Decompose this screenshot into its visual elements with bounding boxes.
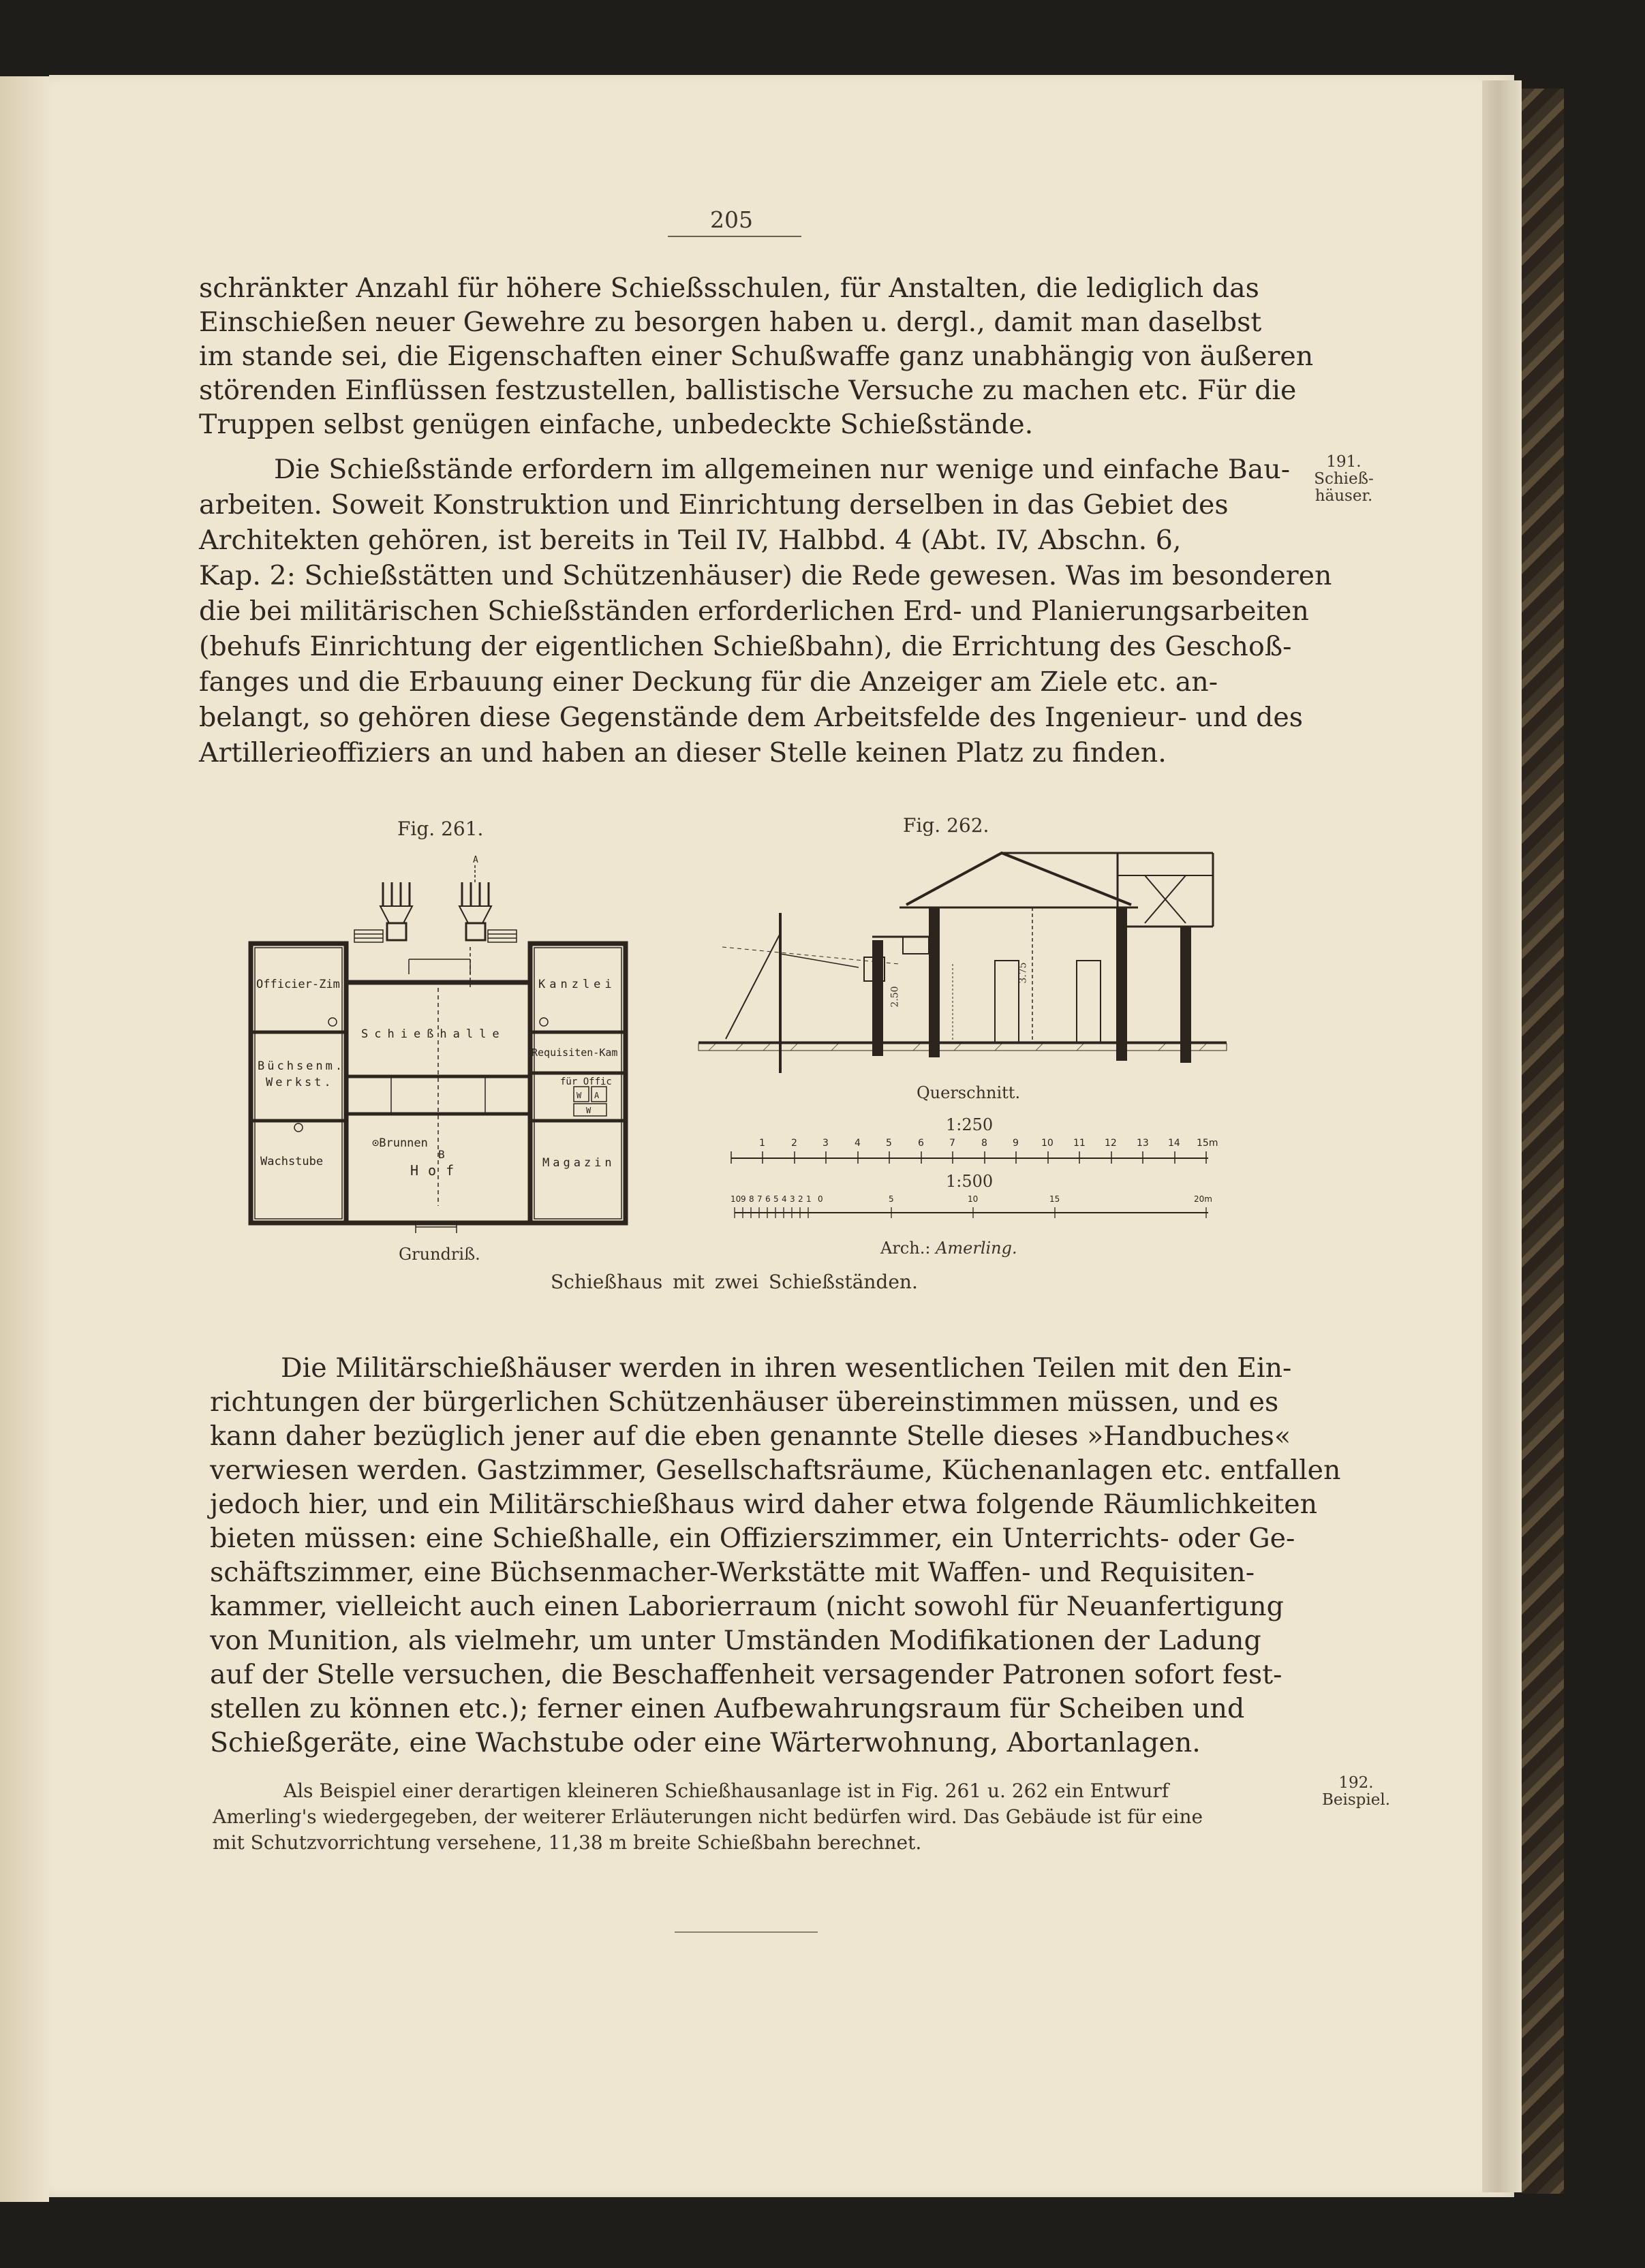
text-line: die bei militärischen Schießständen erforderlichen Erd- und Planierungsarbeiten [199,595,1309,627]
page-number-rule [668,236,801,237]
room-officier: Officier-Zim [256,978,340,991]
grundriss-label: Grundriß. [399,1245,480,1264]
scale-tick-label: 11 [1073,1138,1086,1149]
room-hof: Hof [410,1162,464,1179]
scale-tick-label: 14 [1168,1138,1180,1149]
scale-500-bar [728,1190,1218,1224]
room-werkst: Werkst. [266,1076,334,1089]
text-line: belangt, so gehören diese Gegenstände dem Arbeitsfelde des Ingenieur- und des [199,702,1304,733]
room-kanzlei: Kanzlei [538,978,616,991]
text-line: Einschießen neuer Gewehre zu besorgen haben u. dergl., damit man daselbst [199,307,1262,338]
scale-tick-label: 6 [765,1194,771,1204]
scale-tick-label: 13 [1137,1138,1149,1149]
scale-tick-label: 9 [741,1194,746,1204]
scale-tick-label: 3 [822,1138,829,1149]
text-line: Amerling's wiedergegeben, der weiterer Erläuterungen nicht bedürfen wird. Das Gebäude ist für eine [213,1805,1203,1828]
page-number: 205 [710,206,753,233]
text-line: verwiesen werden. Gastzimmer, Gesellschaftsräume, Küchenanlagen etc. entfallen [210,1455,1341,1486]
architect-credit [880,1239,1017,1258]
text-line: Artillerieoffiziers an und haben an dieser Stelle keinen Platz zu finden. [199,737,1167,768]
scale-tick-label: 5 [889,1194,894,1204]
room-buchsenm: Büchsenm. [258,1059,345,1073]
text-line: störenden Einflüssen festzustellen, ballistische Versuche zu machen etc. Für die [199,375,1297,406]
text-line: Als Beispiel einer derartigen kleineren Schießhausanlage ist in Fig. 261 u. 262 ein Entwurf [283,1780,1169,1802]
margin-note-192 [1308,1775,1404,1809]
cross-section-drawing [695,845,1240,1097]
text-line: arbeiten. Soweit Konstruktion und Einrichtung derselben in das Gebiet des [199,489,1229,521]
room-schiesshalle: Schießhalle [361,1027,506,1041]
scale-tick-label: 12 [1105,1138,1117,1149]
room-fur-offic: für Offic [560,1076,612,1087]
text-line: richtungen der bürgerlichen Schützenhäuser übereinstimmen müssen, und es [210,1386,1279,1418]
cross-section-figure [695,845,1240,1097]
text-line: von Munition, als vielmehr, um unter Umständen Modifikationen der Ladung [210,1625,1261,1656]
margin-note-191 [1303,454,1385,505]
scale-tick-label: 5 [886,1138,892,1149]
room-wachstube: Wachstube [260,1155,324,1168]
text-line: Truppen selbst genügen einfache, unbedeckte Schießstände. [199,409,1034,440]
scale-tick-label: 10 [968,1194,979,1204]
text-line: schränkter Anzahl für höhere Schießsschulen, für Anstalten, die lediglich das [199,273,1259,304]
scale-tick-label: 3 [790,1194,795,1204]
architect-name: Amerling. [936,1239,1017,1258]
margin-note-line: Beispiel. [1321,1791,1391,1809]
scale-tick-label: 1 [759,1138,765,1149]
scale-tick-label: 4 [782,1194,787,1204]
text-line: mit Schutzvorrichtung versehene, 11,38 m breite Schießbahn berechnet. [213,1831,922,1854]
scale-tick-label: 7 [949,1138,955,1149]
fig-262-label: Fig. 262. [903,814,989,837]
margin-note-line: Schieß- [1314,470,1374,488]
scale-tick-label: 9 [1013,1138,1019,1149]
scale-500-drawing [728,1190,1218,1224]
margin-note-number: 192. [1338,1774,1374,1792]
text-line: (behufs Einrichtung der eigentlichen Schießbahn), die Errichtung des Geschoß- [199,631,1292,662]
section-dim-2: 2.50 [889,986,901,1008]
scale-tick-label: 2 [791,1138,797,1149]
text-line: Kap. 2: Schießstätten und Schützenhäuser) die Rede gewesen. Was im besonderen [199,560,1332,591]
scale-tick-label: 1 [806,1194,812,1204]
architect-label: Arch.: [880,1239,931,1258]
scale-tick-label: 20m [1194,1194,1212,1204]
room-w-box: W [576,1091,582,1100]
text-line: Architekten gehören, ist bereits in Teil IV, Halbbd. 4 (Abt. IV, Abschn. 6, [199,525,1182,556]
room-magazin: Magazin [542,1156,615,1170]
section-dim-1: 3.75 [1017,962,1029,984]
scale-tick-label: 7 [757,1194,763,1204]
scale-tick-label: 10 [1041,1138,1054,1149]
figure-caption: Schießhaus mit zwei Schießständen. [551,1271,918,1293]
margin-note-line: häuser. [1315,487,1373,505]
text-line: schäftszimmer, eine Büchsenmacher-Werkstätte mit Waffen- und Requisiten- [210,1557,1255,1588]
closing-rule [675,1931,818,1933]
text-line: bieten müssen: eine Schießhalle, ein Offizierszimmer, ein Unterrichts- oder Ge- [210,1523,1295,1554]
room-w2-box: W [586,1106,591,1115]
scale-tick-label: 15m [1197,1138,1218,1149]
room-requisiten: Requisiten-Kam [532,1046,618,1059]
text-line: stellen zu können etc.); ferner einen Aufbewahrungsraum für Scheiben und [210,1693,1245,1724]
scale-tick-label: 0 [818,1194,823,1204]
floor-plan-figure [245,852,634,1233]
querschnitt-label: Querschnitt. [917,1083,1021,1102]
page-stack-edge [1482,80,1522,2192]
scale-500-label: 1:500 [946,1172,994,1191]
scale-250-drawing [728,1132,1218,1166]
scale-tick-label: 10 [731,1194,741,1204]
left-page-edge [0,76,49,2202]
scale-250-bar [728,1132,1218,1166]
text-line: kammer, vielleicht auch einen Laborierraum (nicht sowohl für Neuanfertigung [210,1591,1284,1622]
margin-note-number: 191. [1326,453,1362,471]
room-brunnen: ⊙Brunnen [372,1136,428,1150]
fig-261-label: Fig. 261. [397,818,484,840]
scale-tick-label: 5 [773,1194,779,1204]
text-line: jedoch hier, und ein Militärschießhaus wird daher etwa folgende Räumlichkeiten [210,1489,1318,1520]
text-line: fanges und die Erbauung einer Deckung für die Anzeiger am Ziele etc. an- [199,666,1218,698]
book-cover [1522,89,1564,2194]
scale-tick-label: 2 [798,1194,803,1204]
scale-tick-label: 8 [981,1138,987,1149]
room-ab-box: A [594,1091,600,1100]
text-line: kann daher bezüglich jener auf die eben genannte Stelle dieses »Handbuches« [210,1420,1291,1452]
text-line: Schießgeräte, eine Wachstube oder eine Wärterwohnung, Abortanlagen. [210,1727,1201,1758]
floor-plan-drawing [245,852,634,1233]
scale-tick-label: 6 [918,1138,924,1149]
scale-tick-label: 8 [749,1194,754,1204]
scale-250-label: 1:250 [946,1115,994,1134]
marker-b: B [438,1148,445,1161]
text-line: Die Militärschießhäuser werden in ihren wesentlichen Teilen mit den Ein- [281,1352,1292,1384]
text-line: Die Schießstände erfordern im allgemeinen nur wenige und einfache Bau- [274,454,1291,485]
text-line: auf der Stelle versuchen, die Beschaffenheit versagender Patronen sofort fest- [210,1659,1282,1690]
marker-a: A [473,855,478,865]
scale-tick-label: 4 [855,1138,861,1149]
text-line: im stande sei, die Eigenschaften einer Schußwaffe ganz unabhängig von äußeren [199,341,1314,372]
scale-tick-label: 15 [1049,1194,1060,1204]
